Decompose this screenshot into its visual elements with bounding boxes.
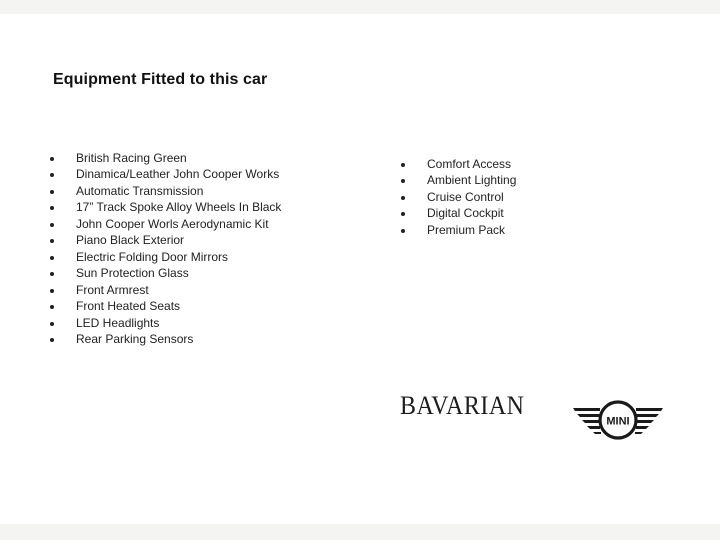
list-item bbox=[401, 205, 516, 221]
list-item-label: Comfort Access bbox=[427, 157, 512, 171]
list-item bbox=[50, 150, 281, 166]
list-item-label: John Cooper Worls Aerodynamic Kit bbox=[76, 216, 269, 231]
list-item bbox=[401, 189, 516, 205]
list-item-label: Automatic Transmission bbox=[76, 183, 204, 198]
bullet-icon bbox=[50, 239, 54, 243]
mini-logo-icon bbox=[572, 398, 664, 444]
bullet-icon bbox=[50, 173, 54, 177]
dealer-logo: BAVARIAN bbox=[400, 391, 525, 420]
mini-logo-text: MINI bbox=[606, 415, 630, 428]
list-item bbox=[50, 298, 281, 314]
bullet-icon bbox=[401, 212, 405, 216]
list-item-label: LED Headlights bbox=[76, 315, 160, 330]
list-item-label: 17” Track Spoke Alloy Wheels In Black bbox=[76, 200, 282, 215]
list-item bbox=[50, 265, 281, 281]
equipment-list-left bbox=[50, 150, 281, 347]
bullet-icon bbox=[50, 272, 54, 276]
bullet-icon bbox=[401, 229, 405, 233]
list-item-label: Electric Folding Door Mirrors bbox=[76, 249, 229, 264]
list-item bbox=[401, 156, 516, 172]
page-title: Equipment Fitted to this car bbox=[53, 71, 268, 88]
bullet-icon bbox=[50, 305, 54, 309]
bullet-icon bbox=[50, 289, 54, 293]
equipment-sheet bbox=[0, 14, 720, 524]
list-item bbox=[50, 166, 281, 182]
list-item-label: Cruise Control bbox=[427, 189, 504, 204]
bullet-icon bbox=[50, 256, 54, 260]
list-item-label: Rear Parking Sensors bbox=[76, 331, 194, 346]
bullet-icon bbox=[50, 190, 54, 194]
list-item-label: Premium Pack bbox=[427, 222, 506, 237]
list-item bbox=[50, 249, 281, 265]
list-item bbox=[50, 183, 281, 199]
bullet-icon bbox=[50, 157, 54, 161]
list-item-label: Sun Protection Glass bbox=[76, 266, 189, 281]
list-item-label: British Racing Green bbox=[76, 151, 187, 165]
list-item-label: Digital Cockpit bbox=[427, 206, 504, 221]
list-item bbox=[401, 222, 516, 238]
list-item bbox=[401, 172, 516, 188]
bullet-icon bbox=[401, 196, 405, 200]
bullet-icon bbox=[50, 206, 54, 210]
bullet-icon bbox=[50, 322, 54, 326]
list-item-label: Dinamica/Leather John Cooper Works bbox=[76, 167, 280, 182]
list-item-label: Piano Black Exterior bbox=[76, 233, 185, 248]
list-item bbox=[50, 232, 281, 248]
bullet-icon bbox=[50, 338, 54, 342]
list-item-label: Ambient Lighting bbox=[427, 173, 517, 188]
list-item-label: Front Armrest bbox=[76, 282, 149, 297]
bullet-icon bbox=[401, 179, 405, 183]
list-item bbox=[50, 216, 281, 232]
list-item-label: Front Heated Seats bbox=[76, 299, 181, 314]
equipment-list-right bbox=[401, 156, 516, 238]
bullet-icon bbox=[50, 223, 54, 227]
list-item bbox=[50, 331, 281, 347]
list-item bbox=[50, 199, 281, 215]
bullet-icon bbox=[401, 163, 405, 167]
list-item bbox=[50, 282, 281, 298]
list-item bbox=[50, 315, 281, 331]
